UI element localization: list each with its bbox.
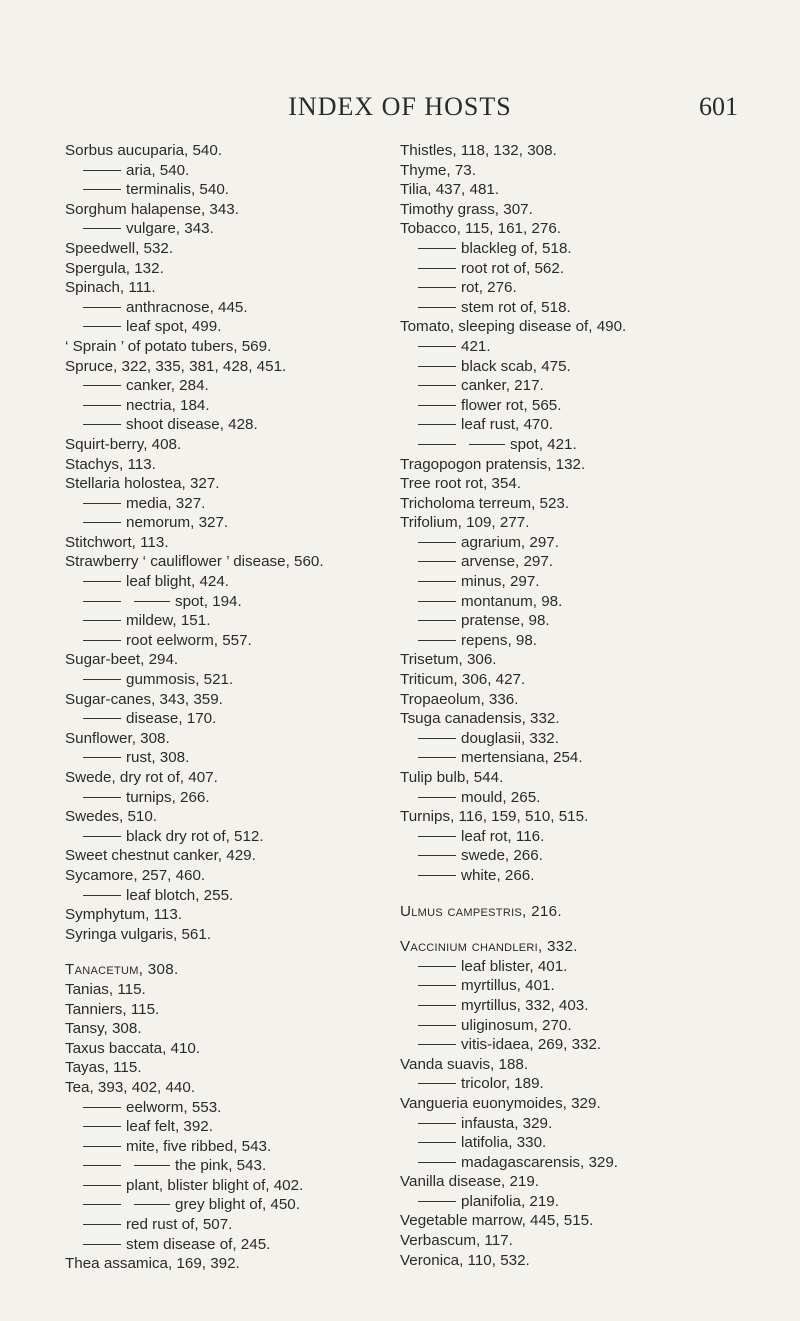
entry-text: stem rot of, 518. — [461, 298, 571, 316]
entry-text: Stellaria holostea, 327. — [65, 475, 220, 493]
ditto-dash — [418, 620, 456, 621]
ditto-dash — [83, 326, 121, 327]
entry-text: white, 266. — [461, 866, 535, 884]
entry-text: tricolor, 189. — [461, 1075, 544, 1093]
entry-text: canker, 284. — [126, 377, 209, 395]
entry-text: leaf felt, 392. — [126, 1118, 213, 1136]
ditto-dash — [83, 1126, 121, 1127]
index-subentry — [65, 1195, 385, 1215]
index-subentry — [400, 846, 760, 866]
ditto-dash — [418, 542, 456, 543]
index-entry — [65, 905, 385, 925]
entry-text: Tulip bulb, 544. — [400, 769, 504, 786]
index-subentry — [65, 415, 385, 435]
entry-text: leaf spot, 499. — [126, 318, 222, 336]
index-subentry — [65, 1215, 385, 1235]
entry-text: mite, five ribbed, 543. — [126, 1137, 272, 1155]
running-title: INDEX OF HOSTS — [288, 92, 512, 121]
index-entry — [400, 807, 760, 827]
index-subentry — [400, 1192, 760, 1212]
index-entry — [400, 1211, 760, 1231]
entry-text: Stitchwort, 113. — [65, 533, 169, 551]
entry-text: mildew, 151. — [126, 612, 211, 630]
index-subentry — [400, 337, 760, 357]
entry-text: Vegetable marrow, 445, 515. — [400, 1212, 594, 1230]
ditto-dash — [83, 620, 121, 621]
index-entry — [65, 768, 385, 788]
ditto-dash — [83, 189, 121, 190]
index-entry — [400, 200, 760, 220]
entry-text: Trisetum, 306. — [400, 651, 497, 669]
entry-text: Vangueria euonymoides, 329. — [400, 1094, 601, 1112]
index-entry — [400, 1055, 760, 1075]
entry-text: Squirt-berry, 408. — [65, 435, 182, 453]
index-subentry — [400, 435, 760, 455]
entry-text: Sweet chestnut canker, 429. — [65, 847, 256, 865]
index-subentry — [400, 415, 760, 435]
index-subentry — [65, 788, 385, 808]
index-entry — [65, 337, 385, 357]
entry-text: Sunflower, 308. — [65, 729, 170, 747]
entry-text: latifolia, 330. — [461, 1134, 547, 1152]
entry-text: rot, 276. — [461, 279, 517, 297]
entry-text: Tree root rot, 354. — [400, 475, 521, 493]
entry-text: stem disease of, 245. — [126, 1235, 271, 1253]
entry-text: Ulmus campestris, 216. — [400, 902, 562, 920]
index-subentry — [400, 1133, 760, 1153]
entry-text: Turnips, 116, 159, 510, 515. — [400, 808, 589, 826]
ditto-dash — [83, 1224, 121, 1225]
ditto-dash — [83, 836, 121, 837]
index-entry — [65, 200, 385, 220]
entry-text: gummosis, 521. — [126, 671, 234, 689]
entry-text: grey blight of, 450. — [175, 1196, 300, 1214]
entry-text: Tilia, 437, 481. — [400, 181, 500, 199]
index-entry — [65, 925, 385, 945]
index-subentry — [65, 1137, 385, 1157]
index-entry — [65, 1039, 385, 1059]
index-entry — [65, 1019, 385, 1039]
ditto-dash — [418, 1083, 456, 1084]
entry-text: Spruce, 322, 335, 381, 428, 451. — [65, 357, 287, 375]
ditto-dash — [418, 1162, 456, 1163]
entry-text: Thistles, 118, 132, 308. — [400, 142, 557, 159]
index-entry — [65, 866, 385, 886]
index-entry — [65, 846, 385, 866]
index-entry — [400, 768, 760, 788]
index-subentry — [400, 278, 760, 298]
entry-text: Stachys, 113. — [65, 455, 156, 473]
entry-text: root eelworm, 557. — [126, 631, 252, 649]
index-entry — [65, 1000, 385, 1020]
entry-text: mertensiana, 254. — [461, 749, 583, 767]
ditto-dash — [418, 966, 456, 967]
ditto-dash — [418, 1201, 456, 1202]
entry-text: Spergula, 132. — [65, 259, 164, 277]
ditto-dash — [83, 228, 121, 229]
ditto-dash — [83, 757, 121, 758]
ditto-dash — [83, 895, 121, 896]
index-subentry — [400, 396, 760, 416]
entry-text: Timothy grass, 307. — [400, 200, 533, 218]
entry-text: Vaccinium chandleri, 332. — [400, 938, 578, 956]
entry-text: Symphytum, 113. — [65, 906, 183, 924]
index-entry — [65, 455, 385, 475]
ditto-dash — [83, 424, 121, 425]
index-subentry — [65, 611, 385, 631]
ditto-dash — [418, 1044, 456, 1045]
entry-text: Verbascum, 117. — [400, 1232, 513, 1250]
section-gap — [400, 886, 760, 902]
index-entry — [400, 494, 760, 514]
entry-text: plant, blister blight of, 402. — [126, 1176, 304, 1194]
index-subentry — [400, 748, 760, 768]
ditto-dash — [83, 1165, 121, 1166]
entry-text: Veronica, 110, 532. — [400, 1251, 530, 1269]
index-subentry — [65, 298, 385, 318]
ditto-dash — [83, 797, 121, 798]
index-entry — [400, 1231, 760, 1251]
entry-text: nectria, 184. — [126, 396, 210, 414]
index-subentry — [400, 788, 760, 808]
entry-text: Tayas, 115. — [65, 1059, 142, 1077]
entry-text: eelworm, 553. — [126, 1098, 222, 1116]
index-entry — [65, 729, 385, 749]
entry-text: aria, 540. — [126, 161, 190, 179]
entry-text: spot, 194. — [175, 592, 242, 610]
index-subentry — [400, 996, 760, 1016]
entry-text: planifolia, 219. — [461, 1192, 559, 1210]
ditto-dash — [418, 985, 456, 986]
ditto-dash — [418, 1005, 456, 1006]
entry-text: arvense, 297. — [461, 553, 554, 571]
ditto-dash — [418, 268, 456, 269]
ditto-dash — [418, 405, 456, 406]
section-gap — [65, 944, 385, 960]
ditto-dash — [418, 581, 456, 582]
ditto-dash — [83, 1185, 121, 1186]
section-gap — [400, 921, 760, 937]
ditto-dash — [134, 1204, 170, 1205]
entry-text: leaf blister, 401. — [461, 957, 568, 975]
entry-text: vitis-idaea, 269, 332. — [461, 1036, 602, 1054]
index-entry — [65, 259, 385, 279]
entry-text: Triticum, 306, 427. — [400, 671, 526, 689]
index-entry — [65, 239, 385, 259]
entry-text: Tropaeolum, 336. — [400, 690, 519, 708]
entry-text: Vanilla disease, 219. — [400, 1173, 540, 1191]
entry-text: repens, 98. — [461, 631, 537, 649]
index-entry — [65, 650, 385, 670]
index-subentry — [65, 886, 385, 906]
ditto-dash — [418, 757, 456, 758]
index-subentry — [400, 552, 760, 572]
entry-text: Trifolium, 109, 277. — [400, 514, 530, 532]
index-subentry — [65, 1117, 385, 1137]
ditto-dash — [83, 601, 121, 602]
index-entry — [400, 180, 760, 200]
entry-text: swede, 266. — [461, 847, 543, 865]
ditto-dash — [83, 1204, 121, 1205]
ditto-dash — [418, 248, 456, 249]
entry-text: Tanias, 115. — [65, 980, 146, 998]
entry-text: leaf rot, 116. — [461, 827, 545, 845]
entry-text: Syringa vulgaris, 561. — [65, 925, 212, 943]
ditto-dash — [83, 1146, 121, 1147]
index-subentry — [65, 1156, 385, 1176]
index-subentry — [400, 1016, 760, 1036]
index-column-right — [400, 141, 760, 1270]
ditto-dash — [418, 307, 456, 308]
ditto-dash — [418, 287, 456, 288]
ditto-dash — [134, 601, 170, 602]
entry-text: Vanda suavis, 188. — [400, 1055, 529, 1073]
entry-text: mould, 265. — [461, 788, 541, 806]
index-subentry — [65, 709, 385, 729]
ditto-dash — [469, 444, 505, 445]
entry-text: Speedwell, 532. — [65, 239, 174, 257]
index-entry — [65, 1254, 385, 1274]
ditto-dash — [418, 561, 456, 562]
entry-text: red rust of, 507. — [126, 1216, 233, 1234]
entry-text: Tragopogon pratensis, 132. — [400, 455, 586, 473]
index-entry — [400, 455, 760, 475]
entry-text: vulgare, 343. — [126, 220, 214, 238]
index-subentry — [65, 670, 385, 690]
index-subentry — [65, 494, 385, 514]
ditto-dash — [83, 1244, 121, 1245]
entry-text: pratense, 98. — [461, 612, 550, 630]
ditto-dash — [83, 640, 121, 641]
entry-text: Tomato, sleeping disease of, 490. — [400, 318, 627, 336]
ditto-dash — [418, 855, 456, 856]
ditto-dash — [418, 444, 456, 445]
index-entry — [65, 474, 385, 494]
index-entry — [65, 1058, 385, 1078]
index-subentry — [400, 631, 760, 651]
index-subentry — [400, 976, 760, 996]
index-subentry — [65, 513, 385, 533]
index-subentry — [400, 1153, 760, 1173]
entry-text: Thea assamica, 169, 392. — [65, 1255, 240, 1273]
ditto-dash — [83, 1107, 121, 1108]
index-subentry — [400, 239, 760, 259]
ditto-dash — [418, 797, 456, 798]
ditto-dash — [418, 836, 456, 837]
ditto-dash — [418, 601, 456, 602]
entry-text: anthracnose, 445. — [126, 298, 248, 316]
entry-text: Tea, 393, 402, 440. — [65, 1078, 196, 1096]
ditto-dash — [418, 875, 456, 876]
page-header — [0, 92, 800, 132]
ditto-dash — [418, 385, 456, 386]
entry-text: spot, 421. — [510, 435, 577, 453]
index-subentry — [65, 161, 385, 181]
entry-text: leaf rust, 470. — [461, 416, 554, 434]
index-column-left — [65, 141, 385, 1274]
ditto-dash — [134, 1165, 170, 1166]
index-entry — [65, 1078, 385, 1098]
entry-text: root rot of, 562. — [461, 259, 564, 277]
page-number: 601 — [699, 92, 738, 121]
index-entry — [65, 435, 385, 455]
entry-text: Tansy, 308. — [65, 1020, 142, 1038]
entry-text: blackleg of, 518. — [461, 239, 572, 257]
index-entry — [65, 141, 385, 161]
entry-text: nemorum, 327. — [126, 514, 229, 532]
index-subentry — [400, 729, 760, 749]
index-subentry — [65, 827, 385, 847]
entry-text: leaf blotch, 255. — [126, 886, 234, 904]
ditto-dash — [418, 1142, 456, 1143]
index-subentry — [65, 748, 385, 768]
entry-text: leaf blight, 424. — [126, 573, 230, 591]
entry-text: terminalis, 540. — [126, 181, 229, 199]
index-subentry — [65, 219, 385, 239]
entry-text: uliginosum, 270. — [461, 1016, 572, 1034]
entry-text: Taxus baccata, 410. — [65, 1039, 201, 1057]
index-entry — [65, 552, 385, 572]
index-subentry — [65, 1098, 385, 1118]
index-entry — [400, 513, 760, 533]
index-subentry — [65, 1235, 385, 1255]
index-entry — [400, 1094, 760, 1114]
entry-text: agrarium, 297. — [461, 533, 559, 551]
index-entry — [65, 807, 385, 827]
entry-text: media, 327. — [126, 494, 206, 512]
entry-text: madagascarensis, 329. — [461, 1153, 619, 1171]
ditto-dash — [83, 405, 121, 406]
ditto-dash — [83, 385, 121, 386]
entry-text: black dry rot of, 512. — [126, 827, 264, 845]
entry-text: canker, 217. — [461, 377, 544, 395]
index-subentry — [400, 259, 760, 279]
index-entry — [400, 902, 760, 922]
index-entry — [400, 161, 760, 181]
index-subentry — [400, 298, 760, 318]
ditto-dash — [418, 346, 456, 347]
index-subentry — [400, 957, 760, 977]
index-subentry — [400, 533, 760, 553]
entry-text: Swedes, 510. — [65, 808, 158, 826]
index-entry — [65, 278, 385, 298]
entry-text: black scab, 475. — [461, 357, 571, 375]
entry-text: flower rot, 565. — [461, 396, 562, 414]
entry-text: douglasii, 332. — [461, 729, 559, 747]
entry-text: disease, 170. — [126, 710, 217, 728]
index-entry — [65, 357, 385, 377]
index-subentry — [400, 376, 760, 396]
ditto-dash — [418, 424, 456, 425]
ditto-dash — [83, 522, 121, 523]
ditto-dash — [418, 1025, 456, 1026]
index-entry — [65, 980, 385, 1000]
ditto-dash — [418, 366, 456, 367]
entry-text: Tricholoma terreum, 523. — [400, 494, 570, 512]
index-entry — [65, 533, 385, 553]
index-subentry — [65, 180, 385, 200]
ditto-dash — [83, 170, 121, 171]
entry-text: infausta, 329. — [461, 1114, 553, 1132]
entry-text: Tsuga canadensis, 332. — [400, 710, 560, 728]
entry-text: Tanacetum, 308. — [65, 961, 179, 979]
index-entry — [400, 317, 760, 337]
entry-text: Sugar-beet, 294. — [65, 651, 179, 669]
index-entry — [400, 690, 760, 710]
index-subentry — [65, 317, 385, 337]
index-entry — [400, 1172, 760, 1192]
entry-text: the pink, 543. — [175, 1157, 267, 1175]
index-entry — [65, 960, 385, 980]
index-entry — [400, 141, 760, 161]
ditto-dash — [418, 1123, 456, 1124]
entry-text: turnips, 266. — [126, 788, 210, 806]
index-entry — [400, 937, 760, 957]
entry-text: minus, 297. — [461, 573, 540, 591]
index-subentry — [65, 376, 385, 396]
index-entry — [65, 690, 385, 710]
index-entry — [400, 670, 760, 690]
entry-text: Sugar-canes, 343, 359. — [65, 690, 223, 708]
index-subentry — [65, 396, 385, 416]
index-subentry — [400, 827, 760, 847]
entry-text: ‘ Sprain ’ of potato tubers, 569. — [65, 337, 272, 355]
index-subentry — [65, 572, 385, 592]
ditto-dash — [83, 581, 121, 582]
entry-text: 421. — [461, 337, 491, 355]
index-subentry — [65, 1176, 385, 1196]
index-entry — [400, 650, 760, 670]
ditto-dash — [418, 640, 456, 641]
entry-text: shoot disease, 428. — [126, 416, 258, 434]
index-entry — [400, 709, 760, 729]
entry-text: Spinach, 111. — [65, 279, 156, 297]
ditto-dash — [418, 738, 456, 739]
index-subentry — [400, 1074, 760, 1094]
index-subentry — [400, 1114, 760, 1134]
entry-text: myrtillus, 332, 403. — [461, 996, 589, 1014]
ditto-dash — [83, 307, 121, 308]
entry-text: Sycamore, 257, 460. — [65, 866, 206, 884]
index-entry — [400, 219, 760, 239]
entry-text: Tanniers, 115. — [65, 1000, 160, 1018]
entry-text: montanum, 98. — [461, 592, 563, 610]
entry-text: Thyme, 73. — [400, 161, 476, 179]
index-entry — [400, 1251, 760, 1271]
index-entry — [400, 474, 760, 494]
ditto-dash — [83, 503, 121, 504]
ditto-dash — [83, 679, 121, 680]
index-subentry — [400, 611, 760, 631]
entry-text: Sorghum halapense, 343. — [65, 200, 239, 218]
index-subentry — [400, 1035, 760, 1055]
index-subentry — [65, 631, 385, 651]
index-subentry — [400, 592, 760, 612]
index-subentry — [400, 357, 760, 377]
entry-text: Sorbus aucuparia, 540. — [65, 142, 223, 159]
index-subentry — [65, 592, 385, 612]
entry-text: myrtillus, 401. — [461, 977, 555, 995]
entry-text: Strawberry ‘ cauliflower ’ disease, 560. — [65, 553, 324, 571]
entry-text: Swede, dry rot of, 407. — [65, 769, 218, 786]
index-subentry — [400, 866, 760, 886]
entry-text: Tobacco, 115, 161, 276. — [400, 220, 561, 238]
ditto-dash — [83, 718, 121, 719]
index-subentry — [400, 572, 760, 592]
entry-text: rust, 308. — [126, 749, 190, 767]
